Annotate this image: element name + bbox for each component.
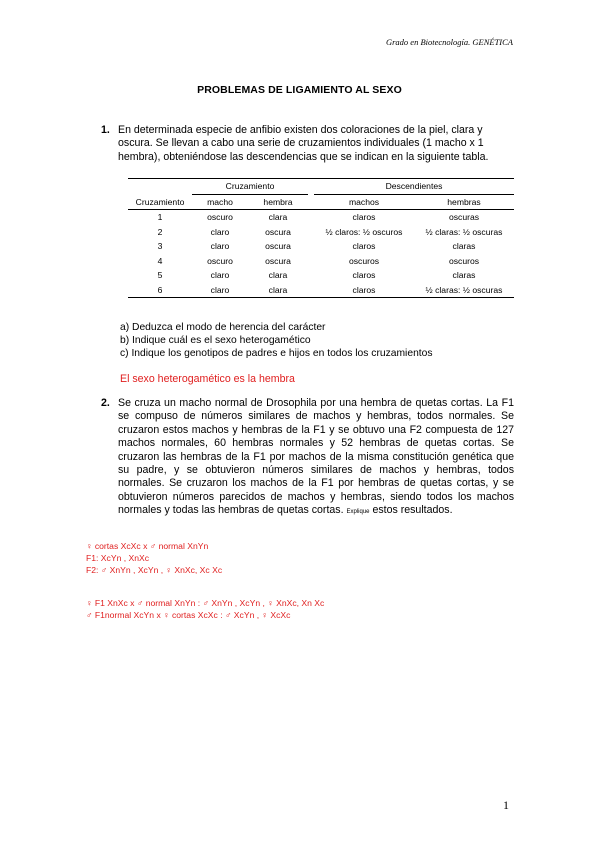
- column-header-macho: macho: [192, 194, 248, 210]
- table-cell: oscuros: [448, 255, 480, 266]
- answer-1: El sexo heterogamético es la hembra: [120, 373, 295, 385]
- table-cell: 6: [128, 283, 192, 298]
- table-cell: oscura: [265, 226, 291, 237]
- question-a: a) Deduzca el modo de herencia del carácter: [120, 322, 326, 333]
- table-row: [128, 239, 514, 254]
- crosses-table: [128, 178, 514, 298]
- document-title: PROBLEMAS DE LIGAMIENTO AL SEXO: [197, 84, 402, 96]
- problem-2-note: Explique: [346, 509, 370, 516]
- table-row: [128, 210, 514, 225]
- problem-2-number: 2.: [101, 397, 110, 409]
- questions-list: [120, 321, 433, 360]
- table-row: [128, 268, 514, 283]
- question-c: c) Indique los genotipos de padres e hijos en todos los cruzamientos: [120, 348, 433, 359]
- table-cell: ½ claras: ½ oscuras: [425, 226, 503, 237]
- table-cell: oscuro: [207, 212, 233, 223]
- answer-line: ♂ F1normal XcYn x ♀ cortas XcXc : ♂ XcYn , ♀ XcXc: [86, 610, 291, 620]
- table-cell: 5: [157, 270, 163, 281]
- column-header-hembra: hembra: [248, 194, 308, 210]
- table-cell: claras: [452, 270, 476, 281]
- table-cell: oscuras: [448, 212, 480, 223]
- table-cell: claros: [352, 241, 376, 252]
- problem-2-text: Se cruza un macho normal de Drosophila por una hembra de quetas cortas. La F1 se compuso de números similares de machos y hembras, todos normales. Se cruzaron estos machos y hembras de la F1 y se obtuvo una F2 compuesta de 127 machos normales, 60 hembras normales y 52 hembras de quetas cortas. Se cruzaron las hembras de la F1 por machos de la misma constitución genética que su padre, y se obtuvieron números similares de machos y hembras, todos normales. Se cruzaron los machos de la F1 por hembras de quetas cortas, y se obtuvieron números parecidos de machos y hembras, siendo todos los machos normales y todas las hembras de quetas cortas.: [118, 397, 514, 517]
- table-cell: claro: [210, 241, 230, 252]
- table-cell: oscura: [265, 255, 291, 266]
- table-cell: oscura: [265, 241, 291, 252]
- table-row: [128, 254, 514, 269]
- answer-line: F1: XcYn , XnXc: [86, 553, 150, 563]
- table-cell: claras: [452, 241, 476, 252]
- table-cell: 1: [157, 212, 163, 223]
- table-column-header-row: [128, 194, 514, 210]
- problem-2: [101, 397, 514, 520]
- table-cell: oscuro: [207, 255, 233, 266]
- column-header-cruzamiento: Cruzamiento: [128, 194, 192, 210]
- answer-3-block: [86, 597, 324, 621]
- table-cell: claros: [314, 283, 414, 298]
- table-cell: ½ claras: ½ oscuras: [414, 283, 514, 298]
- table-group-header-row: [128, 179, 514, 194]
- group-header-cruzamiento: Cruzamiento: [192, 179, 308, 194]
- table-cell: clara: [268, 270, 288, 281]
- table-cell: 4: [157, 255, 163, 266]
- answer-line: F2: ♂ XnYn , XcYn , ♀ XnXc, Xc Xc: [86, 565, 223, 575]
- table-cell: claros: [352, 270, 376, 281]
- table-row: [128, 225, 514, 240]
- table-cell: oscuros: [348, 255, 380, 266]
- table-cell: claro: [210, 270, 230, 281]
- table-cell: claro: [210, 226, 230, 237]
- group-header-descendientes: Descendientes: [314, 179, 514, 194]
- problem-1-text: En determinada especie de anfibio existen dos coloraciones de la piel, clara y oscura. Se llevan a cabo una serie de cruzamientos individuales (1 macho x 1 hembra), obteniéndose las descendencias que se indican en la siguiente tabla.: [118, 124, 489, 163]
- table-cell: 2: [157, 226, 163, 237]
- column-header-machos: machos: [314, 194, 414, 210]
- table-cell: clara: [268, 212, 288, 223]
- problem-1-number: 1.: [101, 124, 110, 136]
- answer-2-block: [86, 540, 222, 576]
- problem-2-text-end: estos resultados.: [372, 504, 453, 517]
- table-cell: claro: [192, 283, 248, 298]
- question-b: b) Indique cuál es el sexo heterogamético: [120, 335, 311, 346]
- column-header-hembras: hembras: [414, 194, 514, 210]
- table-row: [128, 283, 514, 298]
- answer-line: ♀ F1 XnXc x ♂ normal XnYn : ♂ XnYn , XcYn , ♀ XnXc, Xn Xc: [86, 598, 325, 608]
- page-number: 1: [503, 798, 509, 812]
- table-cell: 3: [157, 241, 163, 252]
- table-cell: ½ claros: ½ oscuros: [325, 226, 403, 237]
- answer-line: ♀ cortas XcXc x ♂ normal XnYn: [86, 541, 209, 551]
- problem-1: [101, 124, 510, 164]
- table-cell: claros: [352, 212, 376, 223]
- page-header: Grado en Biotecnología. GENÉTICA: [385, 37, 513, 47]
- table-cell: clara: [248, 283, 308, 298]
